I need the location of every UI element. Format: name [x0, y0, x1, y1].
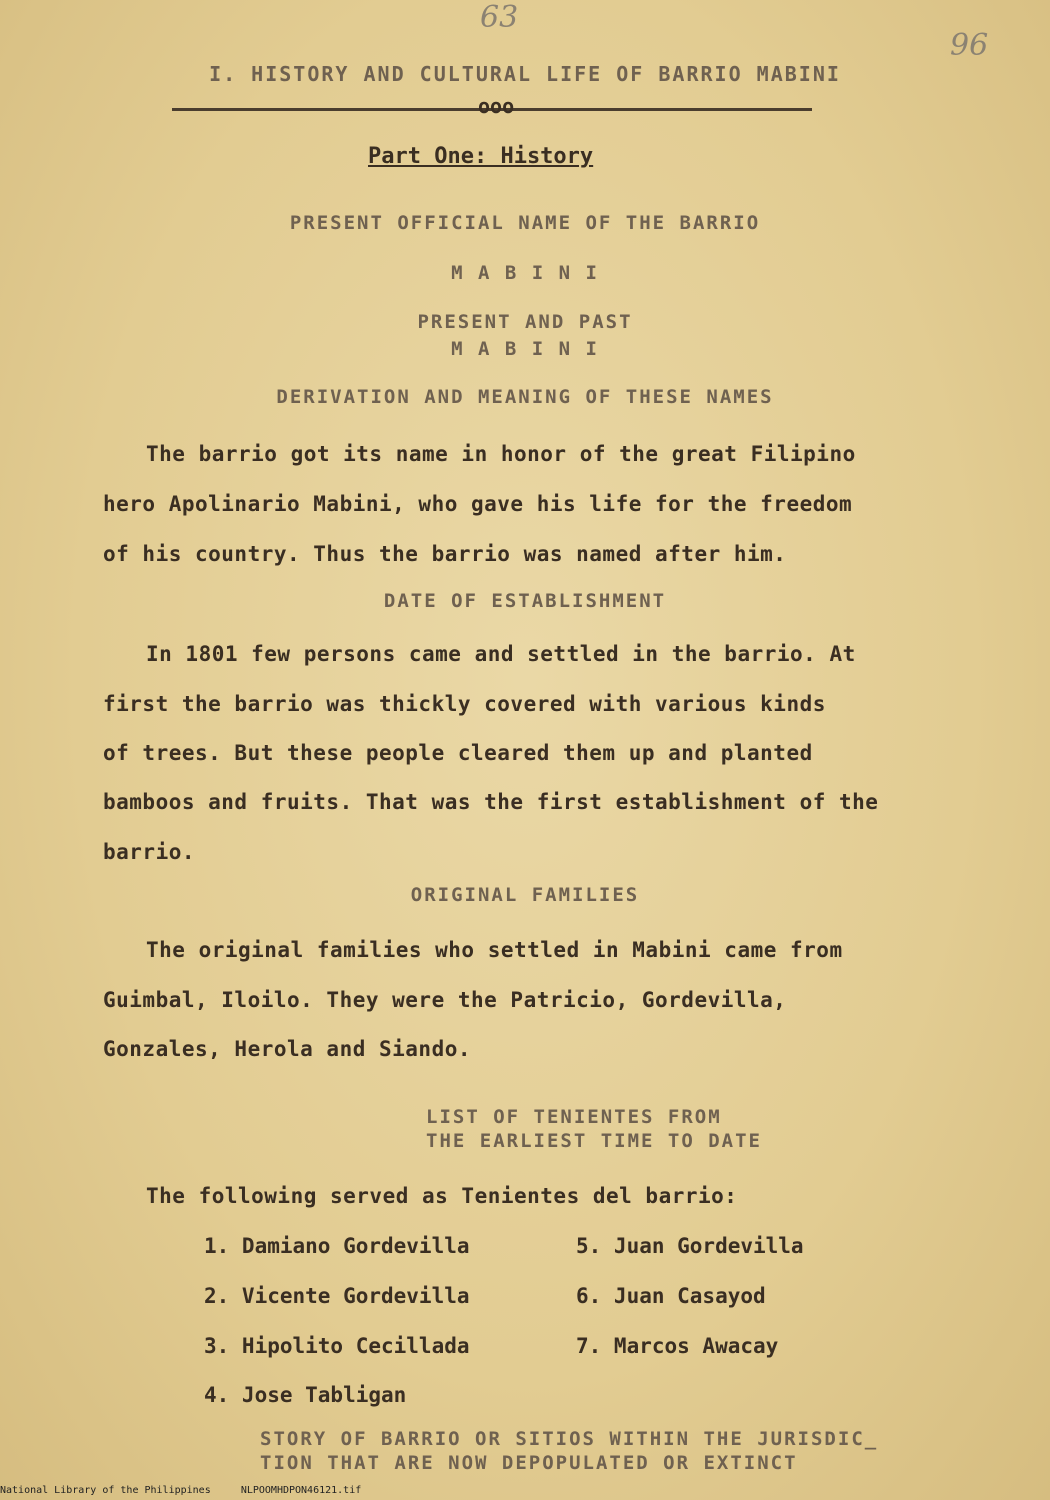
establishment-line-1: In 1801 few persons came and settled in the barrio. At	[146, 642, 856, 666]
derivation-line-3: of his country. Thus the barrio was named after him.	[103, 542, 787, 566]
establishment-line-3: of trees. But these people cleared them up and planted	[103, 741, 813, 765]
derivation-line-2: hero Apolinario Mabini, who gave his life for the freedom	[103, 492, 853, 516]
present-past-heading: PRESENT AND PAST	[417, 311, 633, 333]
official-name-heading: PRESENT OFFICIAL NAME OF THE BARRIO	[289, 212, 761, 234]
teniente-item: 6. Juan Casayod	[576, 1284, 766, 1308]
families-line-2: Guimbal, Iloilo. They were the Patricio, Gordevilla,	[103, 988, 787, 1012]
establishment-line-4: bamboos and fruits. That was the first establishment of the	[103, 790, 879, 814]
sitios-heading-2: TION THAT ARE NOW DEPOPULATED OR EXTINCT	[260, 1452, 798, 1474]
part-title: Part One: History	[368, 144, 594, 169]
establishment-line-5: barrio.	[103, 840, 196, 864]
page-number-right: 96	[950, 28, 989, 63]
families-line-3: Gonzales, Herola and Siando.	[103, 1037, 472, 1061]
families-line-1: The original families who settled in Mabini came from	[146, 938, 843, 962]
scan-footer	[0, 1485, 361, 1496]
teniente-item: 5. Juan Gordevilla	[576, 1234, 804, 1258]
sitios-heading-1: STORY OF BARRIO OR SITIOS WITHIN THE JURISDIC_	[260, 1428, 879, 1450]
present-past-name: M A B I N I	[451, 338, 599, 360]
teniente-item: 4. Jose Tabligan	[204, 1383, 407, 1407]
footer-source: National Library of the Philippines	[0, 1485, 211, 1496]
establishment-line-2: first the barrio was thickly covered with various kinds	[103, 692, 826, 716]
derivation-heading: DERIVATION AND MEANING OF THESE NAMES	[276, 386, 774, 408]
establishment-heading: DATE OF ESTABLISHMENT	[383, 590, 667, 612]
tenientes-heading-2: THE EARLIEST TIME TO DATE	[426, 1130, 762, 1152]
title-separator: ooo	[478, 94, 515, 118]
derivation-line-1: The barrio got its name in honor of the great Filipino	[146, 442, 856, 466]
official-name: M A B I N I	[451, 262, 599, 284]
families-heading: ORIGINAL FAMILIES	[410, 884, 640, 906]
footer-file: NLPOOMHDPON46121.tif	[240, 1485, 362, 1496]
teniente-item: 7. Marcos Awacay	[576, 1334, 779, 1358]
teniente-item: 2. Vicente Gordevilla	[204, 1284, 470, 1308]
teniente-item: 3. Hipolito Cecillada	[204, 1334, 470, 1358]
teniente-item: 1. Damiano Gordevilla	[204, 1234, 470, 1258]
tenientes-intro: The following served as Tenientes del barrio:	[146, 1184, 738, 1208]
main-title: I. HISTORY AND CULTURAL LIFE OF BARRIO MABINI	[209, 62, 841, 86]
page-number-top: 63	[480, 0, 519, 35]
tenientes-heading-1: LIST OF TENIENTES FROM	[426, 1106, 722, 1128]
